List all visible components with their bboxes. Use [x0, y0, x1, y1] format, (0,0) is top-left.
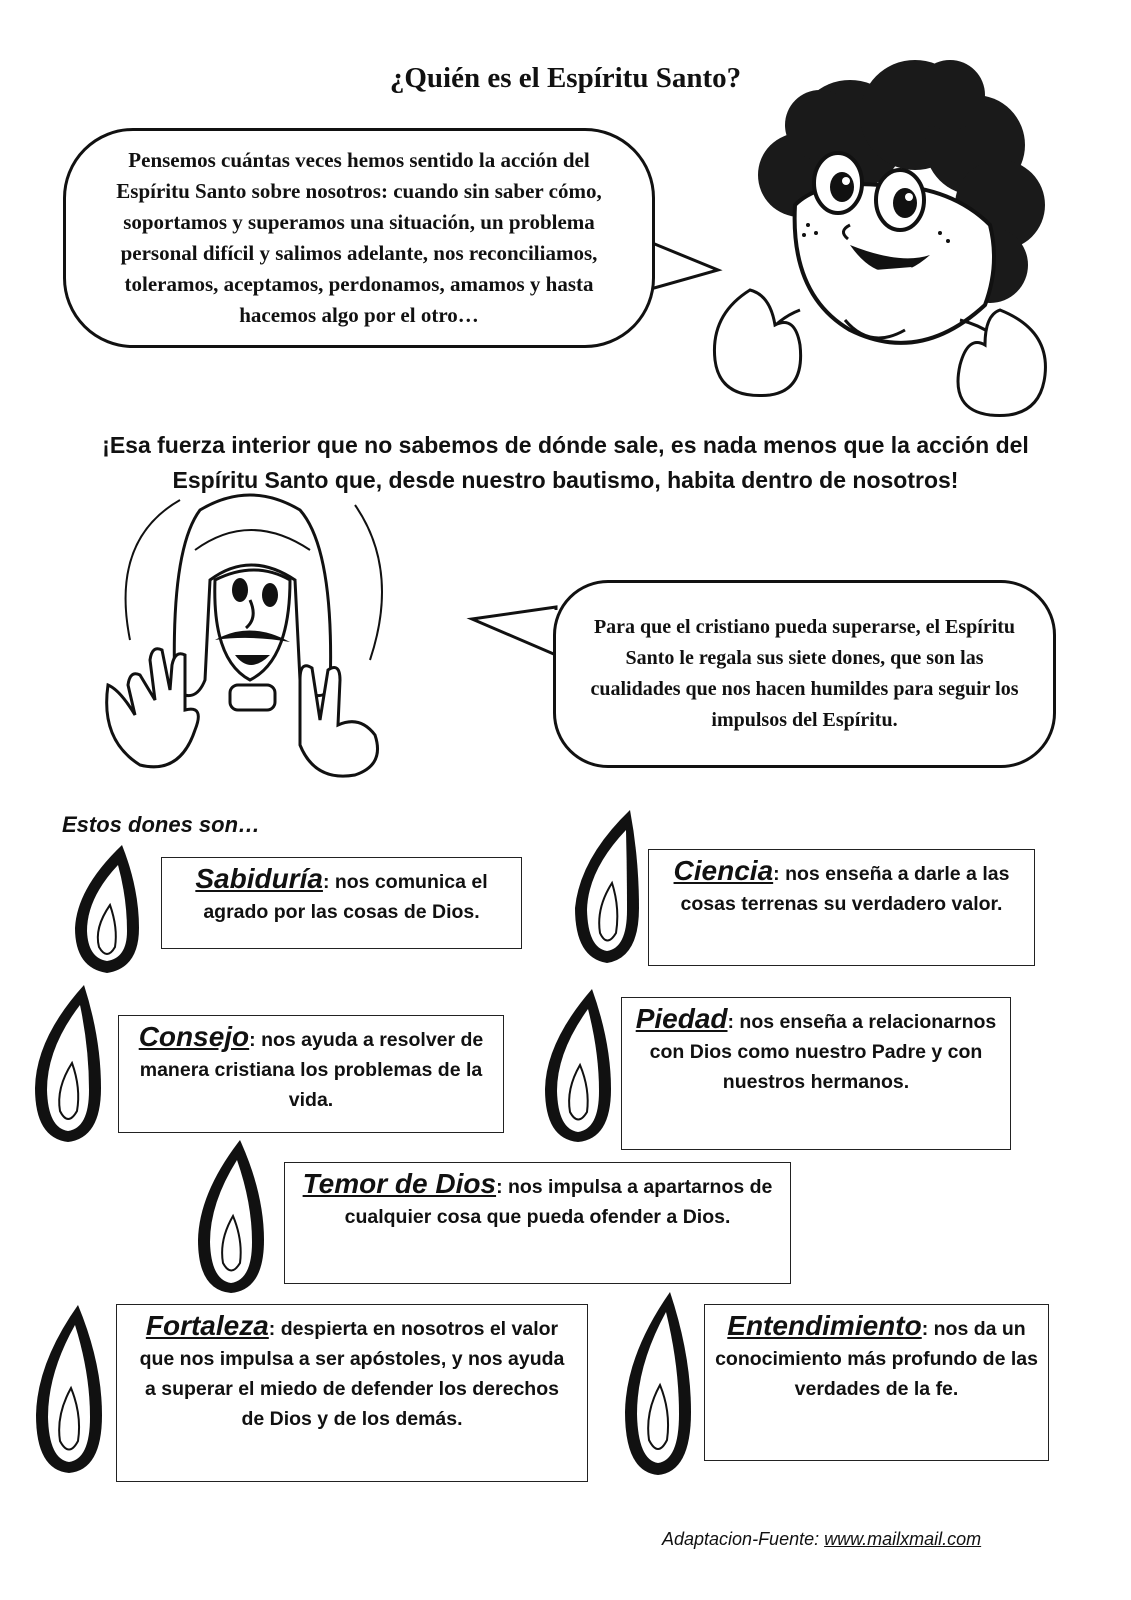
- flame-icon: [622, 1290, 694, 1478]
- speech-bubble-child: [63, 128, 655, 348]
- gifts-intro: Estos dones son…: [62, 812, 261, 837]
- source-link[interactable]: www.mailxmail.com: [824, 1529, 982, 1549]
- flame-icon: [32, 983, 104, 1145]
- jesus-illustration: [100, 490, 400, 790]
- child-illustration: [700, 65, 1070, 440]
- gift-name: Piedad: [635, 1003, 728, 1034]
- gift-description: : nos impulsa a apartarnos de cualquier cosa que pueda ofender a Dios.: [344, 1176, 773, 1228]
- gift-name: Consejo: [138, 1021, 250, 1052]
- speech-bubble-jesus: [553, 580, 1056, 768]
- gift-name: Ciencia: [673, 855, 774, 886]
- gift-description: : despierta en nosotros el valor que nos impulsa a ser apóstoles, y nos ayuda a superar el miedo de defender los derechos de Dios y de los demás.: [139, 1318, 565, 1430]
- source-label: Adaptacion-Fuente:: [662, 1529, 825, 1549]
- gift-box-sabiduria: [161, 857, 522, 949]
- gift-description: : nos da un conocimiento más profundo de las verdades de la fe.: [715, 1318, 1038, 1400]
- speech-bubble-child-text: Pensemos cuántas veces hemos sentido la acción del Espíritu Santo sobre nosotros: cuando sin saber cómo, soportamos y superamos una situación, un problema personal difícil y salimos adelante, nos reconciliamos, toleramos, aceptamos, perdonamos, amamos y hasta hacemos algo por el otro…: [116, 148, 602, 327]
- flame-icon: [195, 1138, 267, 1296]
- flame-icon: [572, 808, 642, 966]
- speech-bubble-jesus-text: Para que el cristiano pueda superarse, el Espíritu Santo le regala sus siete dones, que son las cualidades que nos hacen humildes para seguir los impulsos del Espíritu.: [590, 616, 1019, 731]
- flame-icon: [542, 987, 614, 1145]
- gift-box-fortaleza: [116, 1304, 588, 1482]
- gift-description: : nos enseña a relacionarnos con Dios como nuestro Padre y con nuestros hermanos.: [649, 1011, 997, 1093]
- gift-name: Entendimiento: [727, 1310, 922, 1341]
- gift-description: : nos ayuda a resolver de manera cristiana los problemas de la vida.: [139, 1029, 484, 1111]
- speech-bubble-tail-jesus: [472, 605, 562, 665]
- gift-description: : nos comunica el agrado por las cosas de Dios.: [203, 871, 488, 923]
- gift-box-entendimiento: [704, 1304, 1049, 1461]
- flame-icon: [33, 1303, 105, 1475]
- gift-box-temor-de-dios: [284, 1162, 791, 1284]
- source-footer: [662, 1529, 981, 1550]
- flame-icon: [72, 843, 142, 975]
- gift-box-piedad: [621, 997, 1011, 1150]
- gift-name: Temor de Dios: [302, 1168, 497, 1199]
- page-title: ¿Quién es el Espíritu Santo?: [389, 62, 742, 94]
- gift-description: : nos enseña a darle a las cosas terrenas su verdadero valor.: [680, 863, 1010, 915]
- statement-text: ¡Esa fuerza interior que no sabemos de dónde sale, es nada menos que la acción del Espíritu Santo que, desde nuestro bautismo, habita dentro de nosotros!: [102, 432, 1029, 493]
- gift-name: Sabiduría: [195, 863, 323, 894]
- gift-box-consejo: [118, 1015, 504, 1133]
- gift-name: Fortaleza: [145, 1310, 269, 1341]
- gift-box-ciencia: [648, 849, 1035, 966]
